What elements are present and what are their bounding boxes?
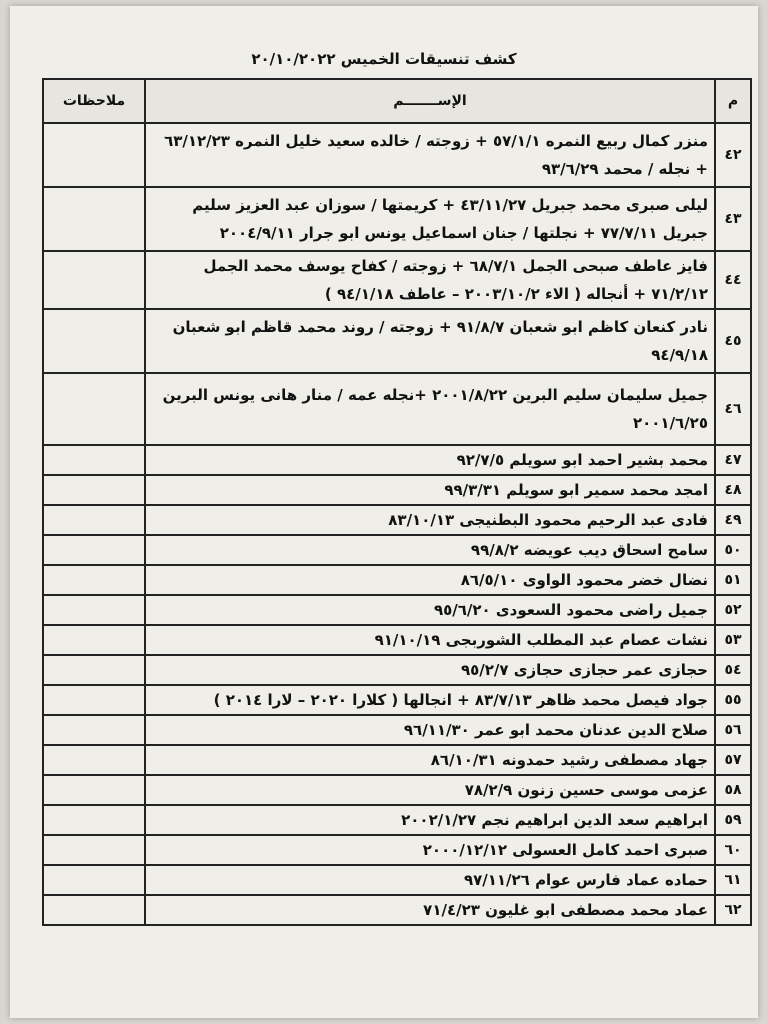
row-number: ٦١ xyxy=(715,865,751,895)
row-notes xyxy=(43,373,145,445)
table-row xyxy=(43,565,751,595)
row-notes xyxy=(43,865,145,895)
row-number: ٤٣ xyxy=(715,187,751,251)
row-name: فادى عبد الرحيم محمود البطنيجى ٨٣/١٠/١٣ xyxy=(145,505,715,535)
row-notes xyxy=(43,715,145,745)
table-row xyxy=(43,505,751,535)
row-name: نادر كنعان كاظم ابو شعبان ٩١/٨/٧ + زوجته / روند محمد قاظم ابو شعبان ٩٤/٩/١٨ xyxy=(145,309,715,373)
table-row xyxy=(43,309,751,373)
row-notes xyxy=(43,309,145,373)
table-header-row xyxy=(43,79,751,123)
row-number: ٥٤ xyxy=(715,655,751,685)
row-name: منزر كمال ربيع النمره ٥٧/١/١ + زوجته / خالده سعيد خليل النمره ٦٣/١٢/٢٣ + نجله / محمد ٩٣/٦/٢٩ xyxy=(145,123,715,187)
row-number: ٤٦ xyxy=(715,373,751,445)
table-body xyxy=(43,123,751,925)
row-notes xyxy=(43,685,145,715)
row-name: جميل سليمان سليم البرين ٢٠٠١/٨/٢٢ +نجله عمه / منار هانى يونس البرين ٢٠٠١/٦/٢٥ xyxy=(145,373,715,445)
row-number: ٥٨ xyxy=(715,775,751,805)
header-number: م xyxy=(715,79,751,123)
row-notes xyxy=(43,835,145,865)
row-number: ٤٩ xyxy=(715,505,751,535)
row-notes xyxy=(43,251,145,309)
row-number: ٥٠ xyxy=(715,535,751,565)
document-title: كشف تنسيقات الخميس ٢٠/١٠/٢٠٢٢ xyxy=(251,50,517,68)
table-row xyxy=(43,745,751,775)
row-number: ٥٧ xyxy=(715,745,751,775)
row-name: نضال خضر محمود الواوى ٨٦/٥/١٠ xyxy=(145,565,715,595)
header-notes: ملاحظات xyxy=(43,79,145,123)
header-name: الإســـــــم xyxy=(145,79,715,123)
row-name: امجد محمد سمير ابو سويلم ٩٩/٣/٣١ xyxy=(145,475,715,505)
table-row xyxy=(43,715,751,745)
row-name: عزمى موسى حسين زنون ٧٨/٢/٩ xyxy=(145,775,715,805)
row-number: ٥٦ xyxy=(715,715,751,745)
table-row xyxy=(43,251,751,309)
row-notes xyxy=(43,505,145,535)
row-notes xyxy=(43,535,145,565)
row-notes xyxy=(43,775,145,805)
table-row xyxy=(43,895,751,925)
row-name: صلاح الدين عدنان محمد ابو عمر ٩٦/١١/٣٠ xyxy=(145,715,715,745)
row-name: صبرى احمد كامل العسولى ٢٠٠٠/١٢/١٢ xyxy=(145,835,715,865)
paper-sheet xyxy=(10,6,758,1018)
table-row xyxy=(43,373,751,445)
table-row xyxy=(43,445,751,475)
row-notes xyxy=(43,445,145,475)
row-notes xyxy=(43,895,145,925)
table-row xyxy=(43,595,751,625)
coordination-table xyxy=(42,78,752,926)
row-number: ٥٩ xyxy=(715,805,751,835)
row-number: ٤٧ xyxy=(715,445,751,475)
row-notes xyxy=(43,655,145,685)
table-row xyxy=(43,187,751,251)
row-notes xyxy=(43,187,145,251)
table-row xyxy=(43,805,751,835)
row-name: عماد محمد مصطفى ابو غليون ٧١/٤/٢٣ xyxy=(145,895,715,925)
table-row xyxy=(43,685,751,715)
row-notes xyxy=(43,805,145,835)
table-row xyxy=(43,775,751,805)
row-name: جهاد مصطفى رشيد حمدونه ٨٦/١٠/٣١ xyxy=(145,745,715,775)
row-number: ٤٢ xyxy=(715,123,751,187)
row-notes xyxy=(43,595,145,625)
row-number: ٦٢ xyxy=(715,895,751,925)
row-name: سامح اسحاق ديب عويضه ٩٩/٨/٢ xyxy=(145,535,715,565)
row-notes xyxy=(43,475,145,505)
row-name: جواد فيصل محمد ظاهر ٨٣/٧/١٣ + انجالها ( كلارا ٢٠٢٠ – لارا ٢٠١٤ ) xyxy=(145,685,715,715)
row-name: محمد بشير احمد ابو سويلم ٩٢/٧/٥ xyxy=(145,445,715,475)
table-row xyxy=(43,123,751,187)
row-notes xyxy=(43,565,145,595)
table-row xyxy=(43,475,751,505)
row-name: جميل راضى محمود السعودى ٩٥/٦/٢٠ xyxy=(145,595,715,625)
row-number: ٥٣ xyxy=(715,625,751,655)
row-number: ٥١ xyxy=(715,565,751,595)
row-name: فايز عاطف صبحى الجمل ٦٨/٧/١ + زوجته / كفاح يوسف محمد الجمل ٧١/٢/١٢ + أنجاله ( الاء ٢٠٠٣/١٠/٢ – عاطف ٩٤/١/١٨ ) xyxy=(145,251,715,309)
row-number: ٤٨ xyxy=(715,475,751,505)
table-row xyxy=(43,835,751,865)
row-notes xyxy=(43,123,145,187)
row-name: ليلى صبرى محمد جبريل ٤٣/١١/٢٧ + كريمتها / سوزان عبد العزيز سليم جبريل ٧٧/٧/١١ + نجلتها / جنان اسماعيل يونس ابو جرار ٢٠٠٤/٩/١١ xyxy=(145,187,715,251)
row-notes xyxy=(43,745,145,775)
row-number: ٥٢ xyxy=(715,595,751,625)
table-row xyxy=(43,655,751,685)
table-row xyxy=(43,865,751,895)
row-name: ابراهيم سعد الدين ابراهيم نجم ٢٠٠٢/١/٢٧ xyxy=(145,805,715,835)
row-name: حجازى عمر حجازى حجازى ٩٥/٢/٧ xyxy=(145,655,715,685)
row-number: ٥٥ xyxy=(715,685,751,715)
row-number: ٤٤ xyxy=(715,251,751,309)
table-row xyxy=(43,625,751,655)
table-row xyxy=(43,535,751,565)
row-name: نشات عصام عبد المطلب الشوربجى ٩١/١٠/١٩ xyxy=(145,625,715,655)
row-number: ٦٠ xyxy=(715,835,751,865)
row-notes xyxy=(43,625,145,655)
row-number: ٤٥ xyxy=(715,309,751,373)
row-name: حماده عماد فارس عوام ٩٧/١١/٢٦ xyxy=(145,865,715,895)
